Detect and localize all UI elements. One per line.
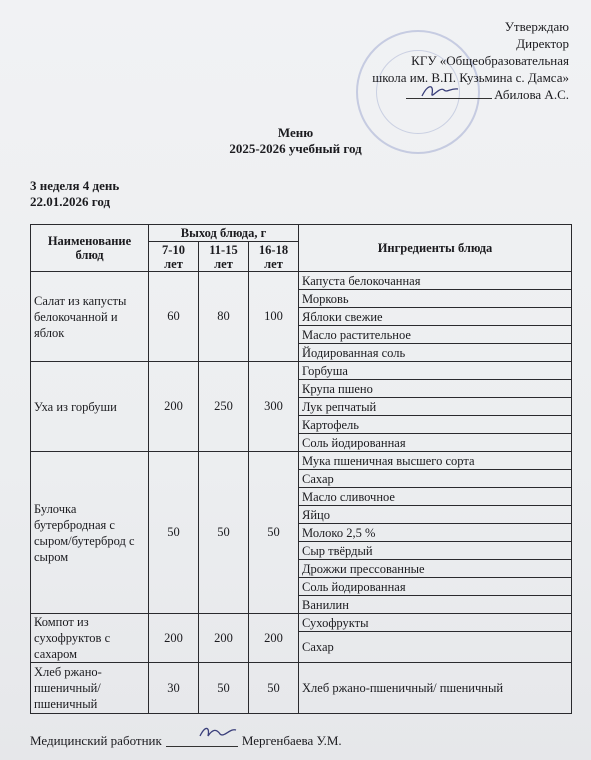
header-age-11-15: 11-15 лет xyxy=(199,242,249,272)
ingredient: Масло растительное xyxy=(299,326,572,344)
qty-16-18: 50 xyxy=(249,663,299,714)
footer-signature-line xyxy=(166,746,238,747)
week-day: 3 неделя 4 день xyxy=(30,178,120,193)
ingredient: Сухофрукты xyxy=(299,614,572,632)
director-signature xyxy=(420,80,460,102)
qty-7-10: 30 xyxy=(149,663,199,714)
qty-7-10: 50 xyxy=(149,452,199,614)
table-row xyxy=(31,663,572,714)
ingredient: Молоко 2,5 % xyxy=(299,524,572,542)
header-age-7-10: 7-10 лет xyxy=(149,242,199,272)
ingredient: Лук репчатый xyxy=(299,398,572,416)
qty-16-18: 200 xyxy=(249,614,299,663)
footer-signature xyxy=(30,733,342,749)
ingredient: Соль йодированная xyxy=(299,434,572,452)
qty-7-10: 60 xyxy=(149,272,199,362)
approval-signer: Абилова А.С. xyxy=(494,87,569,102)
footer-role: Медицинский работник xyxy=(30,733,162,748)
table-row xyxy=(31,452,572,470)
qty-7-10: 200 xyxy=(149,362,199,452)
qty-11-15: 250 xyxy=(199,362,249,452)
qty-16-18: 100 xyxy=(249,272,299,362)
header-age-16-18: 16-18 лет xyxy=(249,242,299,272)
approval-line3: КГУ «Общеобразовательная xyxy=(411,53,569,68)
ingredient: Йодированная соль xyxy=(299,344,572,362)
qty-11-15: 80 xyxy=(199,272,249,362)
header-output: Выход блюда, г xyxy=(149,225,299,242)
approval-line1: Утверждаю xyxy=(504,19,569,34)
ingredient: Яблоки свежие xyxy=(299,308,572,326)
dish-name: Хлеб ржано-пшеничный/ пшеничный xyxy=(31,663,149,714)
ingredient: Сахар xyxy=(299,470,572,488)
ingredient: Хлеб ржано-пшеничный/ пшеничный xyxy=(299,663,572,714)
ingredient: Мука пшеничная высшего сорта xyxy=(299,452,572,470)
ingredient: Крупа пшено xyxy=(299,380,572,398)
dish-name: Уха из горбуши xyxy=(31,362,149,452)
medic-signature xyxy=(198,722,238,742)
table-row xyxy=(31,614,572,632)
table-row xyxy=(31,362,572,380)
table-row xyxy=(31,272,572,290)
menu-date: 22.01.2026 год xyxy=(30,194,111,209)
qty-7-10: 200 xyxy=(149,614,199,663)
qty-16-18: 300 xyxy=(249,362,299,452)
approval-line4: школа им. В.П. Кузьмина с. Дамса» xyxy=(372,70,569,85)
header-dish-name: Наименование блюд xyxy=(31,225,149,272)
ingredient: Сахар xyxy=(299,632,572,663)
ingredient: Морковь xyxy=(299,290,572,308)
ingredient: Соль йодированная xyxy=(299,578,572,596)
ingredient: Картофель xyxy=(299,416,572,434)
header-ingredients: Ингредиенты блюда xyxy=(299,225,572,272)
dish-name: Салат из капусты белокочанной и яблок xyxy=(31,272,149,362)
ingredient: Сыр твёрдый xyxy=(299,542,572,560)
menu-table xyxy=(30,224,572,714)
page-title: Меню xyxy=(277,125,314,140)
day-info xyxy=(30,178,119,210)
approval-line2: Директор xyxy=(516,36,569,51)
ingredient: Горбуша xyxy=(299,362,572,380)
qty-16-18: 50 xyxy=(249,452,299,614)
school-year: 2025-2026 учебный год xyxy=(229,141,362,156)
footer-name: Мергенбаева У.М. xyxy=(241,733,342,748)
ingredient: Яйцо xyxy=(299,506,572,524)
qty-11-15: 50 xyxy=(199,452,249,614)
ingredient: Ванилин xyxy=(299,596,572,614)
dish-name: Компот из сухофруктов с сахаром xyxy=(31,614,149,663)
ingredient: Капуста белокочанная xyxy=(299,272,572,290)
qty-11-15: 50 xyxy=(199,663,249,714)
ingredient: Масло сливочное xyxy=(299,488,572,506)
ingredient: Дрожжи прессованные xyxy=(299,560,572,578)
dish-name: Булочка бутербродная с сыром/бутерброд с сыром xyxy=(31,452,149,614)
qty-11-15: 200 xyxy=(199,614,249,663)
